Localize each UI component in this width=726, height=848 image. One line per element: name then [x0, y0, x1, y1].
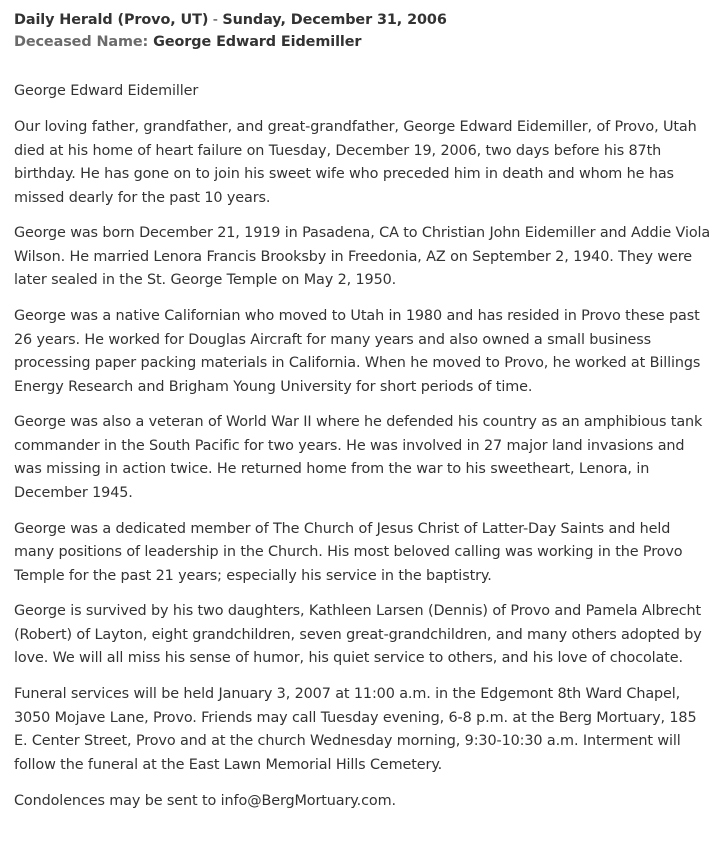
paragraph-survivors: George is survived by his two daughters, Kathleen Larsen (Dennis) of Provo and Pamela Albrecht (Robert) of Layton, eight grandchildren, seven great-grandchildren, and many others adopted by love. We will all miss his sense of humor, his quiet service to others, and his love of chocolate. — [14, 603, 702, 667]
deceased-label: Deceased Name: — [14, 34, 149, 50]
publication-date: Sunday, December 31, 2006 — [222, 12, 447, 28]
publication-line — [14, 9, 726, 31]
paragraph-death-notice: Our loving father, grandfather, and great-grandfather, George Edward Eidemiller, of Provo, Utah died at his home of heart failure on Tuesday, December 19, 2006, two days before his 87th birthday. He has gone on to join his sweet wife who preceded him in death and whom he has missed dearly for the past 10 years. — [14, 119, 697, 206]
paragraph-military: George was also a veteran of World War II where he defended his country as an amphibious tank commander in the South Pacific for two years. He was involved in 27 major land invasions and was missing in action twice. He returned home from the war to his sweetheart, Lenora, in December 1945. — [14, 414, 703, 501]
paragraph-condolences: Condolences may be sent to info@BergMortuary.com. — [14, 792, 396, 809]
obituary-body — [14, 80, 726, 813]
paragraph-church: George was a dedicated member of The Church of Jesus Christ of Latter-Day Saints and held many positions of leadership in the Church. His most beloved calling was working in the Provo Temple for the past 21 years; especially his service in the baptistry. — [14, 520, 683, 584]
paragraph-funeral: Funeral services will be held January 3, 2007 at 11:00 a.m. in the Edgemont 8th Ward Chapel, 3050 Mojave Lane, Provo. Friends may call Tuesday evening, 6-8 p.m. at the Berg Mortuary, 185 E. Center Street, Provo and at the church Wednesday morning, 9:30-10:30 a.m. Interment will follow the funeral at the East Lawn Memorial Hills Cemetery. — [14, 686, 697, 773]
publication-separator: - — [208, 12, 223, 28]
publication-source: Daily Herald (Provo, UT) — [14, 12, 209, 28]
paragraph-birth-marriage: George was born December 21, 1919 in Pasadena, CA to Christian John Eidemiller and Addie Viola Wilson. He married Lenora Francis Brooksby in Freedonia, AZ on September 2, 1940. They were later sealed in the St. George Temple on May 2, 1950. — [14, 225, 711, 289]
obituary-title: George Edward Eidemiller — [14, 83, 199, 99]
paragraph-career: George was a native Californian who moved to Utah in 1980 and has resided in Provo these past 26 years. He worked for Douglas Aircraft for many years and also owned a small business processing paper packing materials in California. When he moved to Provo, he worked at Billings Energy Research and Brigham Young University for short periods of time. — [14, 308, 701, 395]
deceased-line — [14, 31, 726, 53]
deceased-name: George Edward Eidemiller — [153, 34, 362, 50]
